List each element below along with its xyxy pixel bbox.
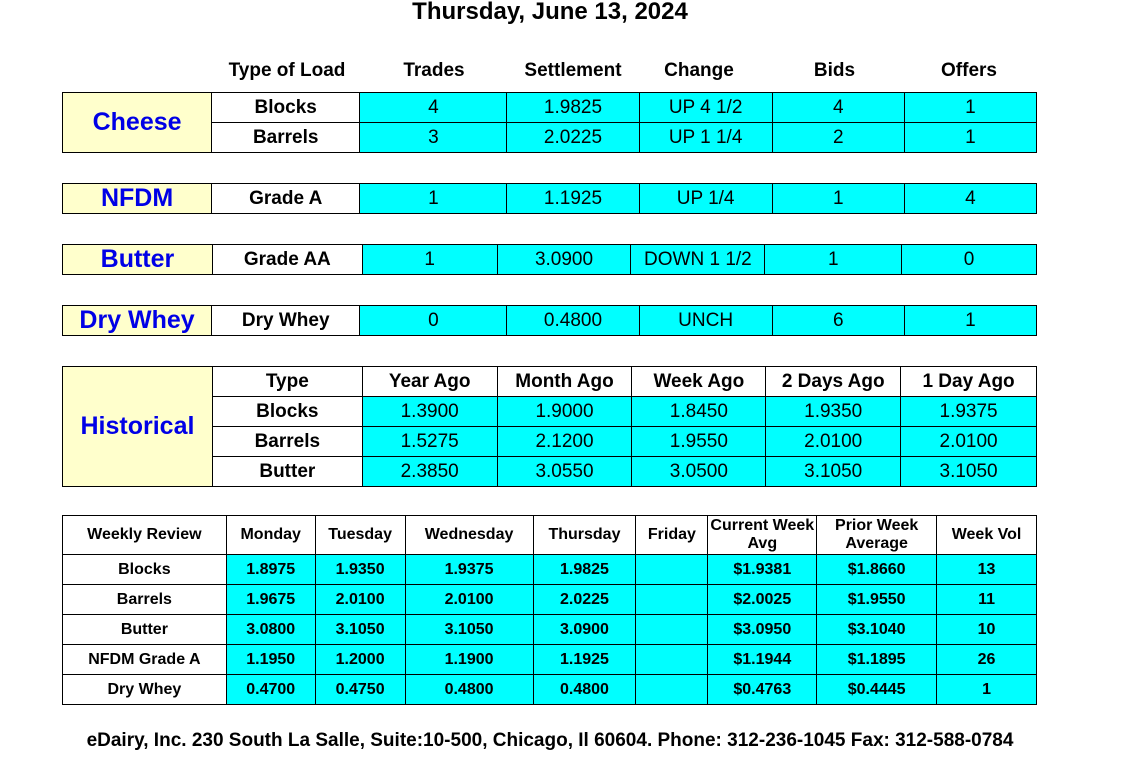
weekly-cell: $3.0950 [708, 615, 817, 645]
historical-cell: 3.1050 [901, 457, 1037, 487]
weekly-cell: 26 [937, 645, 1037, 675]
weekly-cell [636, 555, 708, 585]
weekly-cell: 1.9825 [533, 555, 636, 585]
weekly-cell: 11 [937, 585, 1037, 615]
weekly-cell: 1.1950 [226, 645, 315, 675]
weekly-cell: $0.4763 [708, 675, 817, 705]
butter-type: Grade AA [212, 245, 362, 275]
butter-offers: 0 [902, 245, 1037, 275]
weekly-cell: 1 [937, 675, 1037, 705]
nfdm-settlement: 1.1925 [507, 184, 639, 214]
weekly-cell: $1.9381 [708, 555, 817, 585]
nfdm-table [62, 183, 1037, 214]
weekly-cell: 3.0900 [533, 615, 636, 645]
weekly-row-label: Butter [63, 615, 227, 645]
butter-settlement: 3.0900 [497, 245, 631, 275]
weekly-cell: 2.0100 [405, 585, 533, 615]
weekly-row-label: Blocks [63, 555, 227, 585]
butter-bids: 1 [765, 245, 902, 275]
cheese-change: UP 4 1/2 [639, 93, 772, 123]
historical-header: Month Ago [497, 367, 632, 397]
weekly-cell: 0.4750 [315, 675, 405, 705]
weekly-cell [636, 675, 708, 705]
weekly-cell: 2.0100 [315, 585, 405, 615]
cheese-offers: 1 [904, 123, 1036, 153]
weekly-review-table [62, 515, 1037, 705]
weekly-cell [636, 645, 708, 675]
historical-cell: 3.0550 [497, 457, 632, 487]
whey-bids: 6 [772, 306, 904, 336]
historical-cell: 1.3900 [362, 397, 497, 427]
historical-row-type: Butter [212, 457, 362, 487]
historical-header: Year Ago [362, 367, 497, 397]
nfdm-type: Grade A [212, 184, 360, 214]
historical-cell: 1.5275 [362, 427, 497, 457]
weekly-cell: 2.0225 [533, 585, 636, 615]
weekly-header: Current Week Avg [708, 516, 817, 555]
weekly-cell [636, 615, 708, 645]
weekly-cell: 1.2000 [315, 645, 405, 675]
historical-row-type: Barrels [212, 427, 362, 457]
cheese-bids: 2 [772, 123, 904, 153]
header-type-of-load: Type of Load [228, 60, 346, 81]
weekly-cell: $0.4445 [817, 675, 937, 705]
header-offers: Offers [941, 60, 997, 81]
weekly-header: Week Vol [937, 516, 1037, 555]
historical-cell: 1.9350 [766, 397, 901, 427]
whey-offers: 1 [904, 306, 1036, 336]
historical-cell: 2.0100 [901, 427, 1037, 457]
weekly-header: Thursday [533, 516, 636, 555]
whey-type: Dry Whey [212, 306, 360, 336]
cheese-type: Blocks [212, 93, 360, 123]
cheese-table [62, 92, 1037, 153]
weekly-cell: 10 [937, 615, 1037, 645]
historical-header: 1 Day Ago [901, 367, 1037, 397]
butter-label: Butter [63, 245, 213, 275]
cheese-offers: 1 [904, 93, 1036, 123]
historical-cell: 1.9000 [497, 397, 632, 427]
weekly-cell: $1.1895 [817, 645, 937, 675]
historical-cell: 3.1050 [766, 457, 901, 487]
butter-trades: 1 [362, 245, 497, 275]
historical-cell: 1.8450 [632, 397, 766, 427]
weekly-header: Friday [636, 516, 708, 555]
weekly-cell: $3.1040 [817, 615, 937, 645]
whey-settlement: 0.4800 [507, 306, 639, 336]
weekly-cell: 13 [937, 555, 1037, 585]
cheese-change: UP 1 1/4 [639, 123, 772, 153]
historical-cell: 3.0500 [632, 457, 766, 487]
nfdm-trades: 1 [360, 184, 507, 214]
page-title: Thursday, June 13, 2024 [412, 0, 688, 25]
weekly-header: Wednesday [405, 516, 533, 555]
nfdm-offers: 4 [904, 184, 1036, 214]
weekly-cell [636, 585, 708, 615]
whey-label: Dry Whey [63, 306, 212, 336]
header-settlement: Settlement [524, 60, 622, 81]
header-trades: Trades [403, 60, 465, 81]
weekly-cell: 3.1050 [405, 615, 533, 645]
weekly-header: Monday [226, 516, 315, 555]
nfdm-change: UP 1/4 [639, 184, 772, 214]
nfdm-label: NFDM [63, 184, 212, 214]
weekly-cell: 1.8975 [226, 555, 315, 585]
historical-table [62, 366, 1037, 487]
weekly-cell: 1.9375 [405, 555, 533, 585]
cheese-label: Cheese [63, 93, 212, 153]
cheese-settlement: 2.0225 [507, 123, 639, 153]
weekly-cell: 1.9675 [226, 585, 315, 615]
weekly-cell: 0.4800 [533, 675, 636, 705]
weekly-header: Tuesday [315, 516, 405, 555]
weekly-cell: $1.8660 [817, 555, 937, 585]
cheese-trades: 3 [360, 123, 507, 153]
weekly-header: Weekly Review [63, 516, 227, 555]
weekly-row-label: NFDM Grade A [63, 645, 227, 675]
historical-cell: 2.1200 [497, 427, 632, 457]
weekly-cell: 0.4800 [405, 675, 533, 705]
whey-trades: 0 [360, 306, 507, 336]
weekly-cell: 1.1925 [533, 645, 636, 675]
weekly-cell: 0.4700 [226, 675, 315, 705]
cheese-type: Barrels [212, 123, 360, 153]
historical-label: Historical [63, 367, 213, 487]
historical-cell: 2.3850 [362, 457, 497, 487]
cheese-bids: 4 [772, 93, 904, 123]
cheese-trades: 4 [360, 93, 507, 123]
whey-table [62, 305, 1037, 336]
header-change: Change [664, 60, 734, 81]
weekly-cell: $1.9550 [817, 585, 937, 615]
butter-change: DOWN 1 1/2 [631, 245, 765, 275]
weekly-cell: 1.1900 [405, 645, 533, 675]
nfdm-bids: 1 [772, 184, 904, 214]
header-bids: Bids [813, 60, 856, 81]
historical-cell: 1.9550 [632, 427, 766, 457]
historical-row-type: Blocks [212, 397, 362, 427]
weekly-cell: 3.1050 [315, 615, 405, 645]
weekly-cell: 3.0800 [226, 615, 315, 645]
weekly-cell: $1.1944 [708, 645, 817, 675]
weekly-row-label: Barrels [63, 585, 227, 615]
butter-table [62, 244, 1037, 275]
footer-contact: eDairy, Inc. 230 South La Salle, Suite:10-500, Chicago, Il 60604. Phone: 312-236-1045 Fax: 312-588-0784 [86, 730, 1014, 751]
historical-header: Week Ago [632, 367, 766, 397]
weekly-row-label: Dry Whey [63, 675, 227, 705]
weekly-header: Prior Week Average [817, 516, 937, 555]
weekly-cell: $2.0025 [708, 585, 817, 615]
weekly-cell: 1.9350 [315, 555, 405, 585]
cheese-settlement: 1.9825 [507, 93, 639, 123]
whey-change: UNCH [639, 306, 772, 336]
historical-cell: 2.0100 [766, 427, 901, 457]
historical-cell: 1.9375 [901, 397, 1037, 427]
historical-header: Type [212, 367, 362, 397]
historical-header: 2 Days Ago [766, 367, 901, 397]
